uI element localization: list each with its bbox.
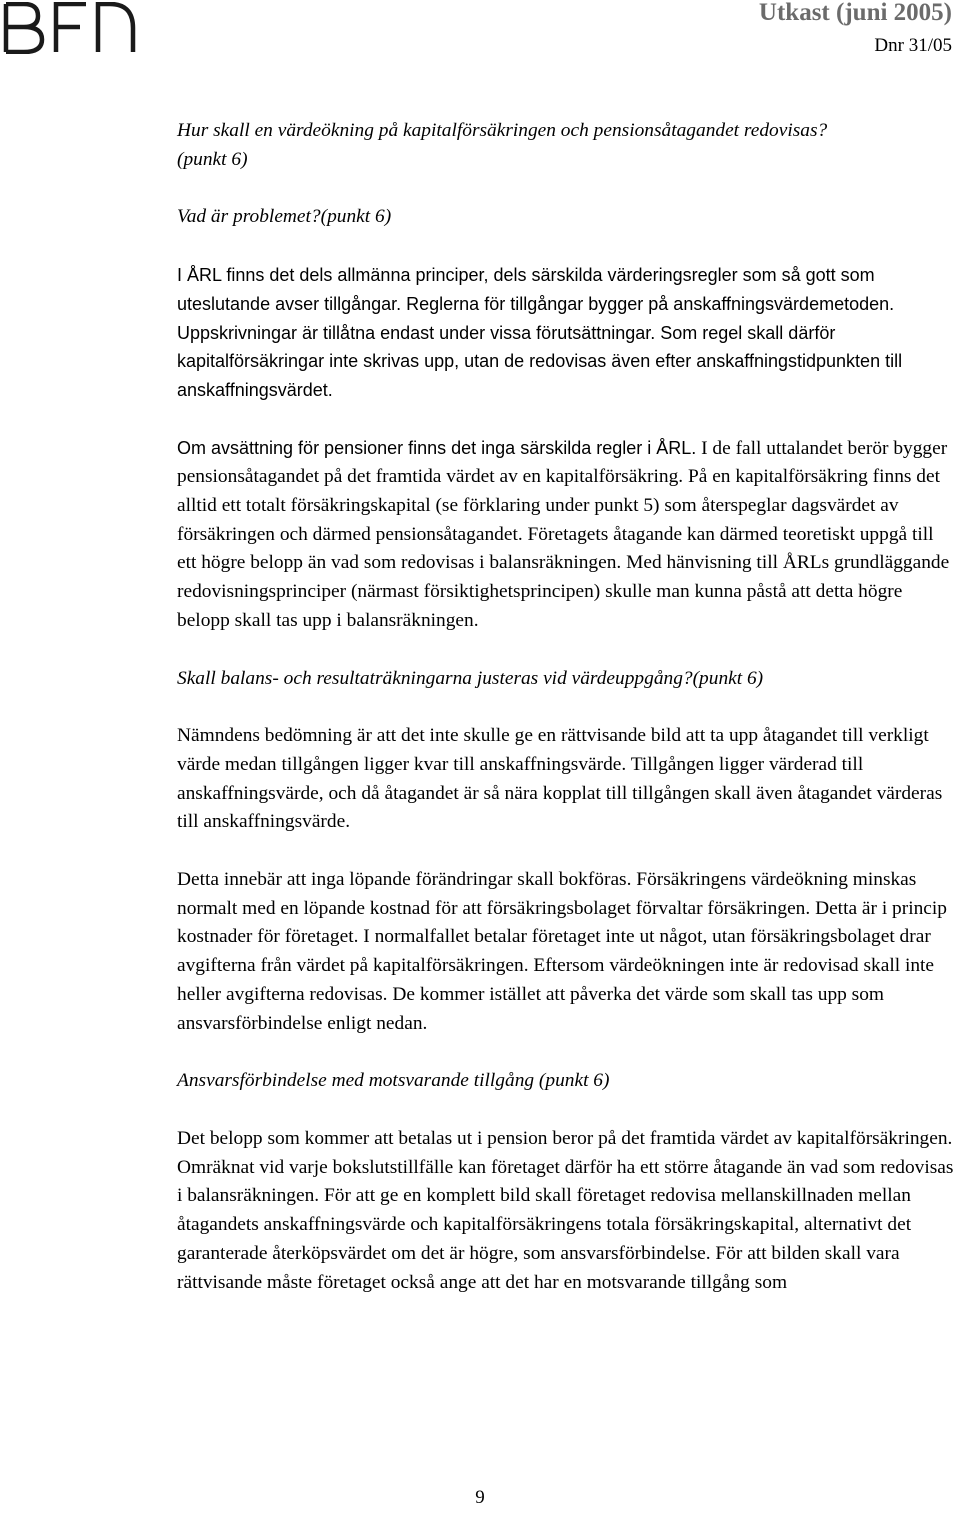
adjust-paragraph-2: Detta innebär att inga löpande förändringar skall bokföras. Försäkringens värdeökning minskas normalt med en löpande kostnad för att försäkringsbolaget förvaltar försäkringen. Detta är i princip kostnader för företaget. I normalfallet betalar företaget inte ut något, utan försäkringsbolaget drar avgifterna från värdet på kapitalförsäkringen. Eftersom värdeökningen inte är redovisad skall inte heller avgifterna redovisas. De kommer istället att påverka det värde som skall tas upp som ansvarsförbindelse enligt nedan. xyxy=(177,869,947,1034)
problem-paragraph-1: I ÅRL finns det dels allmänna principer, dels särskilda värderingsregler som så gott som uteslutande avser tillgångar. Reglerna för tillgångar bygger på anskaffningsvärdemetoden. Uppskrivningar är tillåtna endast under vissa förutsättningar. Som regel skall därför kapitalförsäkringar inte skrivas upp, utan de redovisas även efter anskaffningstidpunkten till anskaffningsvärdet. xyxy=(177,265,903,400)
question-heading-line2: (punkt 6) xyxy=(177,148,248,170)
question-heading-line1: Hur skall en värdeökning på kapitalförsäkringen och pensionsåtagandet redovisas? xyxy=(177,120,828,141)
bfn-logo xyxy=(2,2,138,54)
document-number: Dnr 31/05 xyxy=(874,35,952,56)
adjust-heading: Skall balans- och resultaträkningarna justeras vid värdeuppgång?(punkt 6) xyxy=(177,667,764,689)
question-heading xyxy=(177,117,957,174)
adjust-paragraph-1: Nämndens bedömning är att det inte skulle ge en rättvisande bild att ta upp åtagandet till verkligt värde medan tillgången ligger kvar till anskaffningsvärde. Tillgången ligger värderad till anskaffningsvärde, och då åtagandet är så nära kopplat till tillgången skall även åtagandet värderas till anskaffningsvärde. xyxy=(177,725,943,833)
problem-paragraph-2 xyxy=(177,434,957,636)
liability-heading: Ansvarsförbindelse med motsvarande tillgång (punkt 6) xyxy=(177,1070,610,1092)
problem-heading: Vad är problemet?(punkt 6) xyxy=(177,206,392,228)
header xyxy=(759,0,952,58)
page-number: 9 xyxy=(475,1487,485,1508)
problem-paragraph-2-rest: I de fall uttalandet berör bygger pensionsåtagandet på det framtida värdet av en kapitalförsäkring. På en kapitalförsäkring finns det alltid ett totalt försäkringskapital (se förklaring under punkt 5) som återspeglar dagsvärdet av försäkringen och därmed pensionsåtagandet. Företagets åtagande kan därmed teoretiskt uppgå till ett högre belopp än vad som redovisas i balansräkningen. Med hänvisning till ÅRLs grundläggande redovisningsprinciper (närmast försiktighetsprincipen) skulle man kunna påstå att detta högre belopp skall tas upp i balansräkningen. xyxy=(177,437,950,631)
draft-title: Utkast (juni 2005) xyxy=(758,0,952,26)
document-body xyxy=(177,117,957,1297)
liability-paragraph-1: Det belopp som kommer att betalas ut i pension beror på det framtida värdet av kapitalförsäkringen. Omräknat vid varje bokslutstillfälle kan företaget därför ha ett större åtagande än vad som redovisas i balansräkningen. För att ge en komplett bild skall företaget redovisa mellanskillnaden mellan åtagandets anskaffningsvärde och kapitalförsäkringens totala försäkringskapital, alternativt det garanterade återköpsvärdet om det är högre, som ansvarsförbindelse. För att bilden skall vara rättvisande måste företaget också ange att det har en motsvarande tillgång som xyxy=(177,1127,954,1293)
problem-paragraph-2-lead: Om avsättning för pensioner finns det inga särskilda regler i ÅRL. xyxy=(177,437,697,458)
